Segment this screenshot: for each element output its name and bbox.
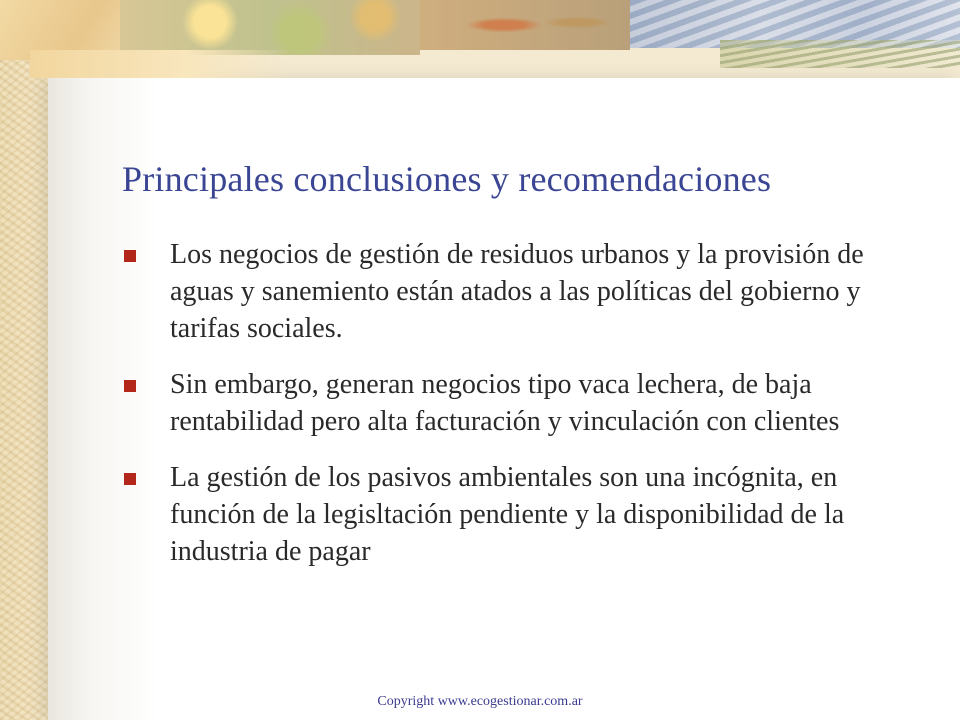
slide-title: Principales conclusiones y recomendaciones (122, 159, 772, 199)
red-square-bullet-icon (124, 473, 136, 485)
bullet-item (122, 366, 922, 440)
bullet-text: La gestión de los pasivos ambientales son una incógnita, en función de la legisltación pendiente y la disponibilidad de la industria de pagar (170, 462, 845, 567)
copyright-footer: Copyright www.ecogestionar.com.ar (377, 694, 583, 709)
bullet-list (122, 236, 922, 589)
header-band-segment (420, 0, 630, 50)
decorative-header-band (0, 0, 960, 80)
header-band-segment (120, 0, 420, 55)
header-band-segment (720, 40, 960, 68)
header-band-segment (30, 50, 290, 78)
bullet-item (122, 459, 922, 570)
red-square-bullet-icon (124, 380, 136, 392)
bullet-text: Los negocios de gestión de residuos urbanos y la provisión de aguas y sanemiento están atados a las políticas del gobierno y tarifas sociales. (170, 239, 864, 344)
bullet-text: Sin embargo, generan negocios tipo vaca lechera, de baja rentabilidad pero alta facturación y vinculación con clientes (170, 369, 840, 437)
bullet-item (122, 236, 922, 347)
red-square-bullet-icon (124, 250, 136, 262)
textured-left-border (0, 0, 48, 720)
